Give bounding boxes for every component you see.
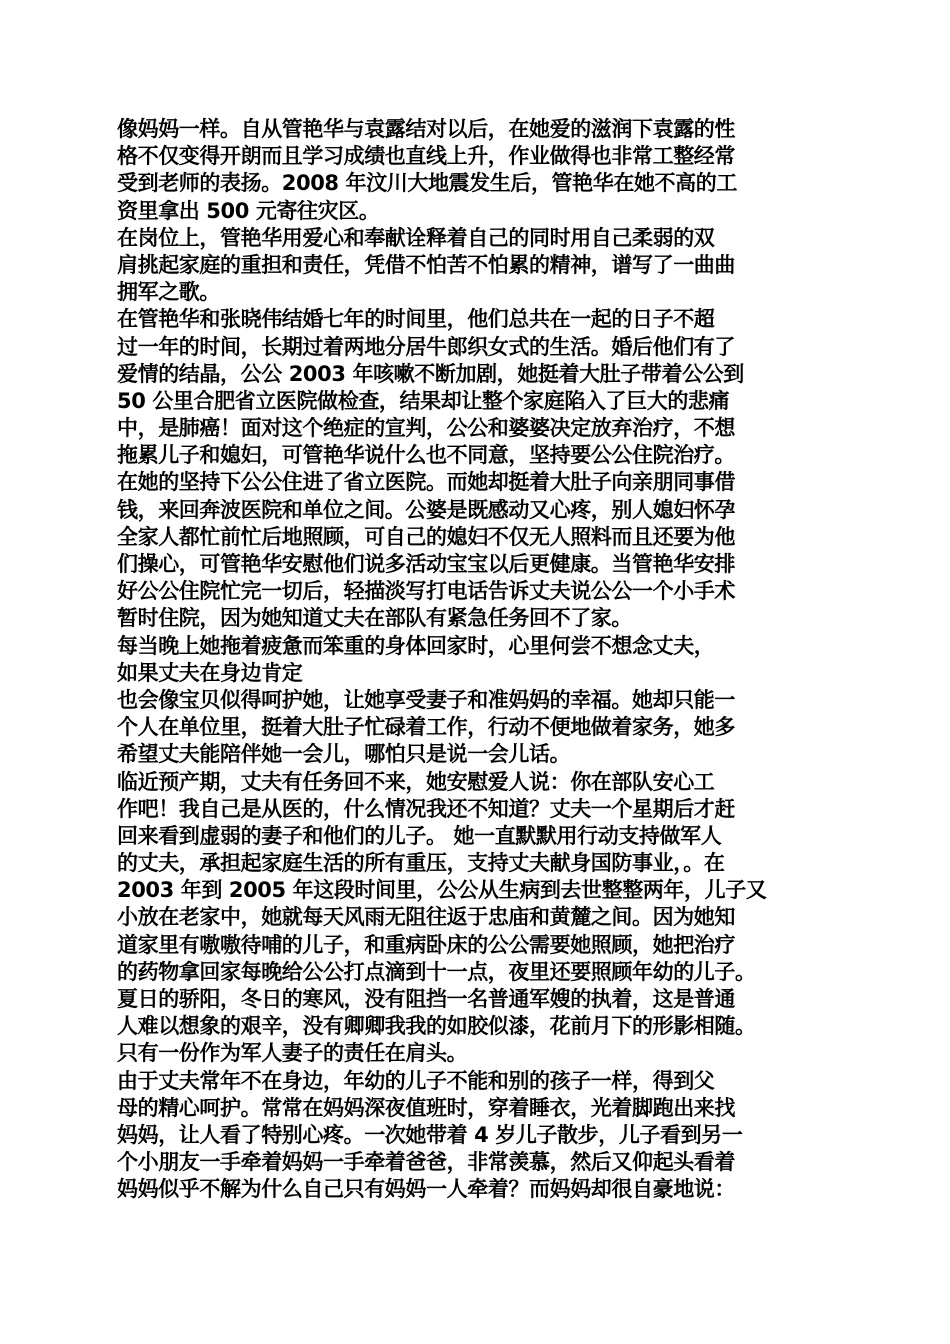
text-line-15: 钱，来回奔波医院和单位之间。公婆是既感动又心疼，别人媳妇怀孕 [117,497,735,522]
text-line-36: 由于丈夫常年不在身边，年幼的儿子不能和别的孩子一样，得到父 [117,1068,715,1093]
document-body [117,116,857,1204]
text-line-24: 希望丈夫能陪伴她一会儿，哪怕只是说一会儿话。 [117,742,571,767]
text-line-32: 的药物拿回家每晚给公公打点滴到十一点，夜里还要照顾年幼的儿子。 [117,959,756,984]
text-line-21: 如果丈夫在身边肯定 [117,660,303,685]
text-line-23: 个人在单位里，挺着大肚子忙碌着工作，行动不便地做着家务，她多 [117,715,735,740]
text-line-39: 个小朋友一手牵着妈妈一手牵着爸爸，非常羡慕，然后又仰起头看着 [117,1150,735,1175]
text-line-37: 母的精心呵护。常常在妈妈深夜值班时，穿着睡衣，光着脚跑出来找 [117,1095,735,1120]
text-line-2: 格不仅变得开朗而且学习成绩也直线上升，作业做得也非常工整经常 [117,144,735,169]
text-line-30: 小放在老家中，她就每天风雨无阻往返于忠庙和黄麓之间。因为她知 [117,905,735,930]
text-line-11: 50 公里合肥省立医院做检查，结果却让整个家庭陷入了巨大的悲痛 [117,388,730,413]
text-line-26: 作吧！我自己是从医的，什么情况我还不知道？丈夫一个星期后才赶 [117,796,735,821]
text-line-5: 在岗位上，管艳华用爱心和奉献诠释着自己的同时用自己柔弱的双 [117,225,715,250]
text-line-8: 在管艳华和张晓伟结婚七年的时间里，他们总共在一起的日子不超 [117,307,715,332]
text-line-19: 暂时住院，因为她知道丈夫在部队有紧急任务回不了家。 [117,606,632,631]
text-line-29: 2003 年到 2005 年这段时间里，公公从生病到去世整整两年，儿子又 [117,878,767,903]
text-line-10: 爱情的结晶，公公 2003 年咳嗽不断加剧，她挺着大肚子带着公公到 [117,361,744,386]
text-line-3: 受到老师的表扬。2008 年汶川大地震发生后，管艳华在她不高的工 [117,171,737,196]
text-line-34: 人难以想象的艰辛，没有卿卿我我的如胶似漆，花前月下的形影相随。 [117,1014,756,1039]
text-line-28: 的丈夫，承担起家庭生活的所有重压，支持丈夫献身国防事业，。在 [117,851,725,876]
text-line-20: 每当晚上她拖着疲惫而笨重的身体回家时，心里何尝不想念丈夫， [117,633,715,658]
text-line-13: 拖累儿子和媳妇，可管艳华说什么也不同意，坚持要公公住院治疗。 [117,443,735,468]
text-line-22: 也会像宝贝似得呵护她，让她享受妻子和准妈妈的幸福。她却只能一 [117,687,735,712]
text-line-6: 肩挑起家庭的重担和责任，凭借不怕苦不怕累的精神，谱写了一曲曲 [117,252,735,277]
text-line-7: 拥军之歌。 [117,280,220,305]
text-line-40: 妈妈似乎不解为什么自己只有妈妈一人牵着？而妈妈却很自豪地说： [117,1177,735,1202]
text-line-1: 像妈妈一样。自从管艳华与袁露结对以后，在她爱的滋润下袁露的性 [117,117,735,141]
text-line-4: 资里拿出 500 元寄往灾区。 [117,198,380,223]
text-line-27: 回来看到虚弱的妻子和他们的儿子。 她一直默默用行动支持做军人 [117,823,722,848]
text-line-38: 妈妈，让人看了特别心疼。一次她带着 4 岁儿子散步，儿子看到另一 [117,1122,743,1147]
text-line-25: 临近预产期，丈夫有任务回不来，她安慰爱人说：你在部队安心工 [117,769,715,794]
text-line-12: 中，是肺癌！面对这个绝症的宣判，公公和婆婆决定放弃治疗，不想 [117,416,735,441]
text-line-14: 在她的坚持下公公住进了省立医院。而她却挺着大肚子向亲朋同事借 [117,470,735,495]
text-line-33: 夏日的骄阳，冬日的寒风，没有阻挡一名普通军嫂的执着，这是普通 [117,987,735,1011]
text-line-16: 全家人都忙前忙后地照顾，可自己的媳妇不仅无人照料而且还要为他 [117,524,735,549]
text-line-9: 过一年的时间，长期过着两地分居牛郎织女式的生活。婚后他们有了 [117,334,735,359]
text-line-17: 们操心，可管艳华安慰他们说多活动宝宝以后更健康。当管艳华安排 [117,552,735,576]
text-line-31: 道家里有嗷嗷待哺的儿子，和重病卧床的公公需要她照顾，她把治疗 [117,932,735,957]
text-line-35: 只有一份作为军人妻子的责任在肩头。 [117,1041,468,1066]
text-line-18: 好公公住院忙完一切后，轻描淡写打电话告诉丈夫说公公一个小手术 [117,579,735,604]
